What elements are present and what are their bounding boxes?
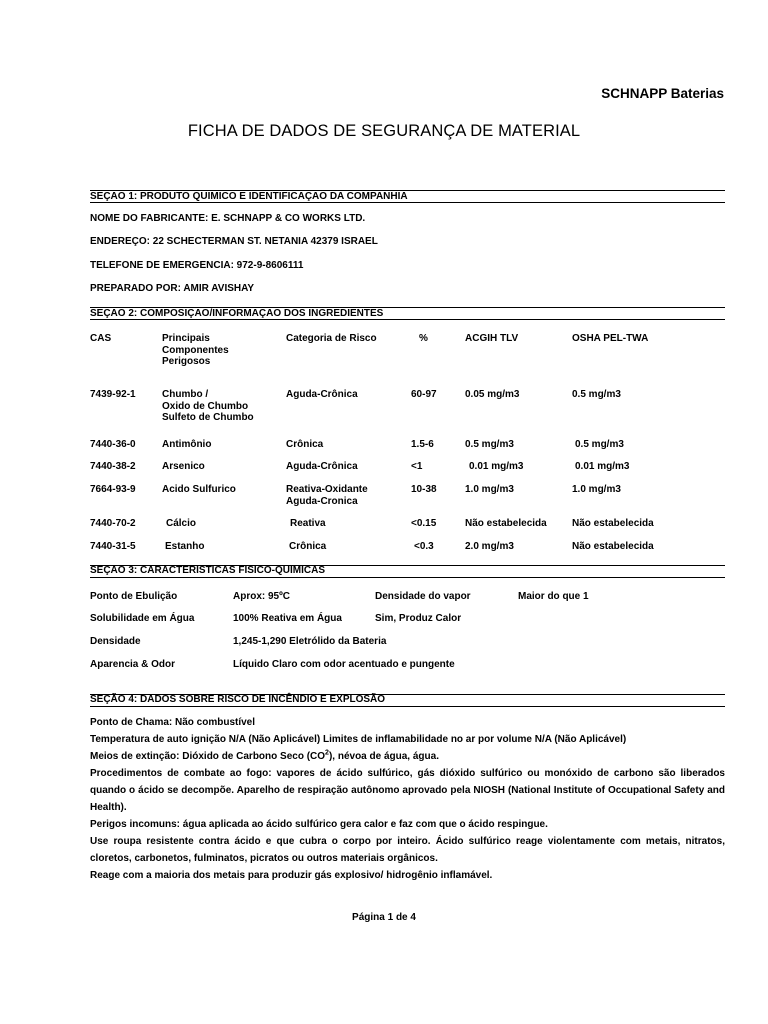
section-4-title: SEÇÃO 4: DADOS SOBRE RISCO DE INCÊNDIO E EXPLOSÃO xyxy=(90,694,386,705)
firefighting-procedures: Procedimentos de combate ao fogo: vapores de ácido sulfúrico, gás dióxido sulfúrico ou monóxido de carbono são liberados quando o ácido se decompõe. Aparelho de respiração autônomo aprovado pela NIOSH (National Institute of Occupational Safety and Health). xyxy=(90,768,725,813)
table-cell-percent: <0.15 xyxy=(411,518,437,529)
brand-name: SCHNAPP Baterias xyxy=(601,86,724,101)
extinguishing-text: Meios de extinção: Dióxido de Carbono Seco (CO xyxy=(90,751,326,762)
table-cell-component: Antimônio xyxy=(162,439,212,450)
section-1-title: SEÇAO 1: PRODUTO QUIMICO E IDENTIFICAÇAO DA COMPANHIA xyxy=(90,191,408,202)
unusual-hazards: Perigos incomuns: água aplicada ao ácido sulfúrico gera calor e faz com que o ácido respingue. xyxy=(90,819,548,830)
emergency-phone-field: TELEFONE DE EMERGENCIA: 972-9-8606111 xyxy=(90,260,304,271)
section-3-bottom-rule xyxy=(90,577,725,578)
flash-point: Ponto de Chama: Não combustível xyxy=(90,717,256,728)
protective-clothing: Use roupa resistente contra ácido e que cubra o corpo por inteiro. Ácido sulfúrico reage violentamente com metais, nitratos, cloretos, carbonetos, fulminatos, picratos ou outros materiais orgânicos. xyxy=(90,836,725,864)
property-label: Densidade do vapor xyxy=(375,591,471,602)
table-cell-component: Arsenico xyxy=(162,461,205,472)
header-percent: % xyxy=(419,333,428,344)
extinguishing-media xyxy=(90,748,725,765)
property-label: Densidade xyxy=(90,636,141,647)
table-cell-percent: <0.3 xyxy=(414,541,434,552)
table-cell-component: Chumbo / Oxido de Chumbo Sulfeto de Chumbo xyxy=(162,389,254,423)
property-label: Solubilidade em Água xyxy=(90,613,195,624)
table-cell-percent: <1 xyxy=(411,461,423,472)
table-cell-osha: 0.01 mg/m3 xyxy=(575,461,630,472)
prepared-by-field: PREPARADO POR: AMIR AVISHAY xyxy=(90,283,255,294)
section-2-title: SEÇAO 2: COMPOSIÇAO/INFORMAÇAO DOS INGREDIENTES xyxy=(90,308,384,319)
table-cell-percent: 1.5-6 xyxy=(411,439,434,450)
header-cas: CAS xyxy=(90,333,112,344)
header-risk-category: Categoria de Risco xyxy=(286,333,377,344)
table-cell-cas: 7664-93-9 xyxy=(90,484,136,495)
section-2-bottom-rule xyxy=(90,319,725,320)
table-cell-acgih: 0.05 mg/m3 xyxy=(465,389,520,400)
section-4-body xyxy=(90,714,725,884)
auto-ignition: Temperatura de auto ignição N/A (Não Aplicável) Limites de inflamabilidade no ar por volume N/A (Não Aplicável) xyxy=(90,734,627,745)
table-cell-cas: 7440-36-0 xyxy=(90,439,136,450)
table-cell-cas: 7439-92-1 xyxy=(90,389,136,400)
table-cell-risk: Aguda-Crônica xyxy=(286,461,358,472)
manufacturer-field: NOME DO FABRICANTE: E. SCHNAPP & CO WORKS LTD. xyxy=(90,213,366,224)
address-field: ENDEREÇO: 22 SCHECTERMAN ST. NETANIA 42379 ISRAEL xyxy=(90,236,378,247)
property-label: Ponto de Ebulição xyxy=(90,591,178,602)
co2-subscript: 2 xyxy=(325,749,329,757)
table-cell-cas: 7440-38-2 xyxy=(90,461,136,472)
table-cell-cas: 7440-70-2 xyxy=(90,518,136,529)
table-cell-osha: 0.5 mg/m3 xyxy=(572,389,621,400)
table-cell-acgih: 1.0 mg/m3 xyxy=(465,484,514,495)
table-cell-osha: 0.5 mg/m3 xyxy=(575,439,624,450)
table-cell-acgih: 2.0 mg/m3 xyxy=(465,541,514,552)
property-value: Líquido Claro com odor acentuado e pungente xyxy=(233,659,455,670)
header-acgih-tlv: ACGIH TLV xyxy=(465,333,519,344)
table-cell-component: Estanho xyxy=(165,541,205,552)
table-cell-osha: 1.0 mg/m3 xyxy=(572,484,621,495)
table-cell-acgih: Não estabelecida xyxy=(465,518,547,529)
table-cell-percent: 10-38 xyxy=(411,484,437,495)
table-cell-risk: Crônica xyxy=(286,439,324,450)
property-value: 1,245-1,290 Eletrólido da Bateria xyxy=(233,636,387,647)
section-4-bottom-rule xyxy=(90,706,725,707)
property-value: Sim, Produz Calor xyxy=(375,613,462,624)
table-cell-component: Acido Sulfurico xyxy=(162,484,236,495)
property-label: Aparencia & Odor xyxy=(90,659,176,670)
property-value: Aprox: 95ºC xyxy=(233,591,290,602)
property-value: Maior do que 1 xyxy=(518,591,589,602)
extinguishing-text-end: ), névoa de água, água. xyxy=(328,751,439,762)
table-cell-percent: 60-97 xyxy=(411,389,437,400)
table-cell-osha: Não estabelecida xyxy=(572,518,654,529)
header-osha-pel: OSHA PEL-TWA xyxy=(572,333,649,344)
table-cell-component: Cálcio xyxy=(166,518,197,529)
page-number: Página 1 de 4 xyxy=(352,912,416,923)
header-components: Principais Componentes Perigosos xyxy=(162,333,229,367)
table-cell-cas: 7440-31-5 xyxy=(90,541,136,552)
section-3-title: SEÇAO 3: CARACTERISTICAS FISICO-QUIMICAS xyxy=(90,565,326,576)
metal-reaction: Reage com a maioria dos metais para produzir gás explosivo/ hidrogênio inflamável. xyxy=(90,870,493,881)
table-cell-acgih: 0.01 mg/m3 xyxy=(469,461,524,472)
section-1-bottom-rule xyxy=(90,202,725,203)
table-cell-risk: Reativa-Oxidante Aguda-Cronica xyxy=(286,484,368,507)
table-cell-risk: Crônica xyxy=(289,541,327,552)
document-title: FICHA DE DADOS DE SEGURANÇA DE MATERIAL xyxy=(187,122,581,140)
table-cell-osha: Não estabelecida xyxy=(572,541,654,552)
table-cell-risk: Reativa xyxy=(290,518,326,529)
table-cell-risk: Aguda-Crônica xyxy=(286,389,358,400)
property-value: 100% Reativa em Água xyxy=(233,613,342,624)
table-cell-acgih: 0.5 mg/m3 xyxy=(465,439,514,450)
